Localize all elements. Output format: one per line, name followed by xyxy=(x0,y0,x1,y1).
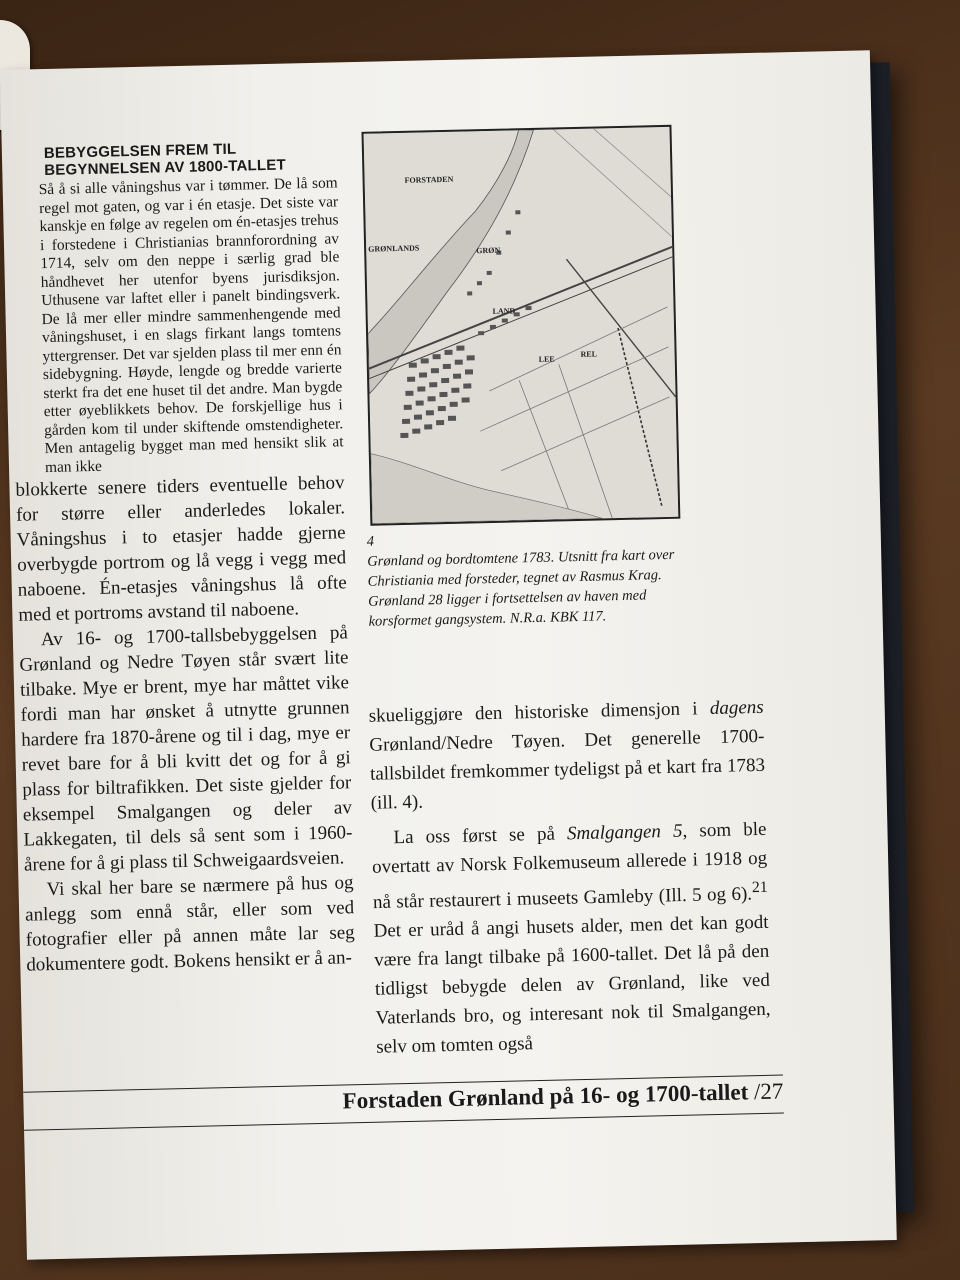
right-paragraph-2 xyxy=(371,815,771,1062)
text-run: La oss først se på xyxy=(393,823,568,849)
book-page xyxy=(0,50,897,1259)
right-paragraph-1 xyxy=(368,693,766,818)
text-run: , som ble overtatt av Norsk Folkemuseum allerede i 1918 og nå står restaurert i museets Gamleby (Ill. 5 og 6). xyxy=(371,818,768,914)
map-label-land: LAND xyxy=(492,306,516,316)
text-run: skueliggjøre den historiske dimensjon i xyxy=(368,698,711,727)
section-heading xyxy=(44,138,338,179)
page-number: /27 xyxy=(753,1078,784,1105)
map-label-forstaden: FORSTADEN xyxy=(404,174,454,185)
map-label-gron: GRØN xyxy=(476,245,501,256)
left-paragraph-1: blokkerte senere tiders eventuelle behov for større eller anderledes lokaler. Våningshus i to etasjer hadde gjerne overbygde portrom og lå vegg i vegg med naboene. Én-etasjes våningshus lå ofte med et portroms avstand til naboene. xyxy=(15,472,347,626)
italic-text-run: Smalgangen 5 xyxy=(566,820,683,845)
map-label-rel: REL xyxy=(580,349,598,359)
intro-paragraph: Så å si alle våningshus var i tømmer. De lå som regel mot gaten, og var i én etasje. Det siste var kanskje en følge av regelen om én-etasjes trehus i forstedene i Christianias brannforordning av 1714, selv om den neppe i særlig grad ble håndhevet her utenfor byens jurisdiksjon. Uthusene var laftet eller i panelt bindingsverk. De lå mer eller mindre sammenhengende med våningshuset, i en slags firkant langs tomtens yttergrenser. Det var sjelden plass til mer enn én sidebygning. Høyde, lengde og bredde varierte sterkt fra det ene huset til det andre. Man bygde etter øyeblikkets behov. De forskjellige hus i gården kom til under skiftende omstendigheter. Men antagelig bygget man med hensikt slik at man ikke xyxy=(38,174,344,476)
footer-rule-bottom xyxy=(24,1112,784,1130)
figure-caption-text: Grønland og bordtomtene 1783. Utsnitt fra kart over Christiania med forsteder, tegnet av Rasmus Krag. Grønland 28 ligger i fortsettelsen av haven med korsformet gangsystem. N.R.a. KBK 117. xyxy=(367,546,675,630)
historical-map xyxy=(361,125,680,526)
left-column xyxy=(2,138,356,977)
left-paragraph-3: Vi skal her bare se nærmere på hus og anlegg som ennå står, eller som ved fotografier eller på annen måte lar seg dokumentere godt. Bokens hensikt er å an- xyxy=(24,872,355,976)
map-label-lee: LEE xyxy=(538,354,555,364)
figure-caption xyxy=(367,525,689,632)
section-heading-line-2: BEGYNNELSEN AV 1800-TALLET xyxy=(44,156,287,180)
map-label-gronlands: GRØNLANDS xyxy=(368,243,420,254)
italic-text-run: dagens xyxy=(709,696,764,720)
footnote-marker: 21 xyxy=(751,878,768,897)
running-footer-title: Forstaden Grønland på 16- og 1700-tallet xyxy=(342,1079,749,1114)
text-run: Det er uråd å angi husets alder, men det kan godt være fra langt tilbake på 1600-tallet. Det lå på den tidligst bebygde delen av Grønland, like ved Vaterlands bro, og interesant nok til Smalgangen, selv om tomten også xyxy=(373,912,771,1059)
section-heading-line-1: BEBYGGELSEN FREM TIL xyxy=(43,140,237,163)
left-paragraph-2: Av 16- og 1700-tallsbebyggelsen på Grønland og Nedre Tøyen står svært lite tilbake. Mye er brent, mye har måttet vike fordi man har ønsket å utnytte grunnen hardere fra 1870-årene og til i dag, mye er revet bare for å bli kvitt det og for å gi plass for biltrafikken. Det siste gjelder for eksempel Smalgangen og deler av Lakkegaten, til dels så sent som i 1960-årene for å gi plass til Schweigaardsveien. xyxy=(19,622,353,876)
right-column xyxy=(368,693,771,1062)
map-drawing xyxy=(364,127,679,524)
left-body-text xyxy=(9,470,355,977)
figure-number: 4 xyxy=(366,533,375,550)
text-run: Grønland/Nedre Tøyen. Det generelle 1700-tallsbildet fremkommer tydeligst på et kart fra 1783 (ill. 4). xyxy=(369,725,766,814)
